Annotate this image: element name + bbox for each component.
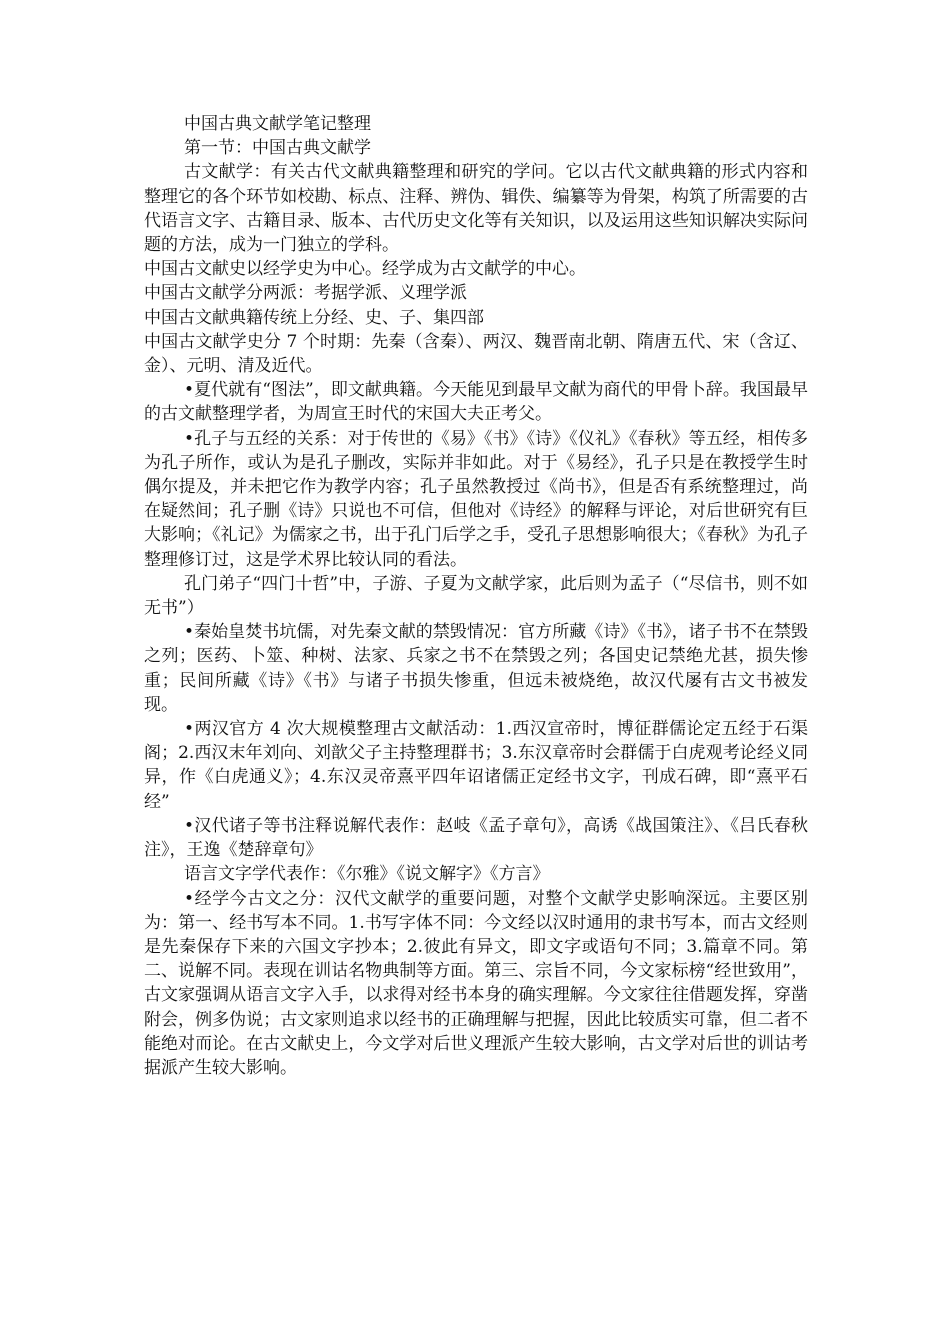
section-heading: 第一节：中国古典文献学 [184, 138, 371, 159]
paragraph-philology: 语言文字学代表作：《尔雅》《说文解字》《方言》 [184, 864, 550, 885]
paragraph-center: 中国古文献史以经学史为中心。经学成为古文献学的中心。 [144, 259, 586, 280]
paragraph-definition: 古文献学：有关古代文献典籍整理和研究的学问。它以古代文献典籍的形式内容和整理它的各个环节如校勘、标点、注释、辨伪、辑佚、编纂等为骨架，构筑了所需要的古代语言文字、古籍目录、版本、古代历史文化等有关知识，以及运用这些知识解决实际问题的方法，成为一门独立的学科。 [144, 162, 808, 256]
paragraph-han-collation: •两汉官方 4 次大规模整理古文献活动：1.西汉宣帝时，博征群儒论定五经于石渠阁；2.西汉末年刘向、刘歆父子主持整理群书；3.东汉章帝时会群儒于白虎观考论经义同异，作《白虎通义》；4.东汉灵帝熹平四年诏诸儒正定经书文字，刊成石碑，即“熹平石经” [144, 719, 808, 812]
paragraph-disciples: 孔门弟子“四门十哲”中，子游、子夏为文献学家，此后则为孟子（“尽信书，则不如无书”） [144, 573, 808, 619]
paragraph-xia-dynasty: •夏代就有“图法”，即文献典籍。今天能见到最早文献为商代的甲骨卜辞。我国最早的古文献整理学者，为周宣王时代的宋国大夫正考父。 [144, 380, 808, 425]
paragraph-han-commentaries: •汉代诸子等书注释说解代表作：赵岐《孟子章句》，高诱《战国策注》、《吕氏春秋注》，王逸《楚辞章句》 [144, 815, 808, 861]
paragraph-periods: 中国古文献学史分 7 个时期：先秦（含秦）、两汉、魏晋南北朝、隋唐五代、宋（含辽、金）、元明、清及近代。 [144, 331, 808, 377]
paragraph-confucius-classics: •孔子与五经的关系：对于传世的《易》《书》《诗》《仪礼》《春秋》等五经，相传多为孔子所作，或认为是孔子删改，实际并非如此。对于《易经》，孔子只是在教授学生时偶尔提及，并未把它作为教学内容；孔子虽然教授过《尚书》，但是否有系统整理过，尚在疑然间；孔子删《诗》只说也不可信，但他对《诗经》的解释与评论，对后世研究有巨大影响；《礼记》为儒家之书，出于孔门后学之手，受孔子思想影响很大；《春秋》为孔子整理修订过，这是学术界比较认同的看法。 [144, 428, 808, 570]
paragraph-four-divisions: 中国古文献典籍传统上分经、史、子、集四部 [144, 307, 484, 328]
document-page [144, 112, 808, 1080]
paragraph-jinwen-guwen: •经学今古文之分：汉代文献学的重要问题，对整个文献学史影响深远。主要区别为：第一、经书写本不同。1.书写字体不同：今文经以汉时通用的隶书写本，而古文经则是先秦保存下来的六国文字抄本；2.彼此有异文，即文字或语句不同；3.篇章不同。第二、说解不同。表现在训诂名物典制等方面。第三、宗旨不同，今文家标榜“经世致用”，古文家强调从语言文字入手，以求得对经书本身的确实理解。今文家往往借题发挥，穿凿附会，例多伪说；古文家则追求以经书的正确理解与把握，因此比较质实可靠，但二者不能绝对而论。在古文献史上，今文学对后世义理派产生较大影响，古文学对后世的训诂考据派产生较大影响。 [144, 888, 808, 1078]
paragraph-qin-burning: •秦始皇焚书坑儒，对先秦文献的禁毁情况：官方所藏《诗》《书》，诸子书不在禁毁之列；医药、卜筮、种树、法家、兵家之书不在禁毁之列；各国史记禁绝尤甚，损失惨重；民间所藏《诗》《书》与诸子书损失惨重，但远未被烧绝，故汉代屡有古文书被发现。 [144, 622, 808, 715]
document-title: 中国古典文献学笔记整理 [184, 114, 371, 134]
paragraph-schools: 中国古文献学分两派：考据学派、义理学派 [144, 283, 467, 304]
